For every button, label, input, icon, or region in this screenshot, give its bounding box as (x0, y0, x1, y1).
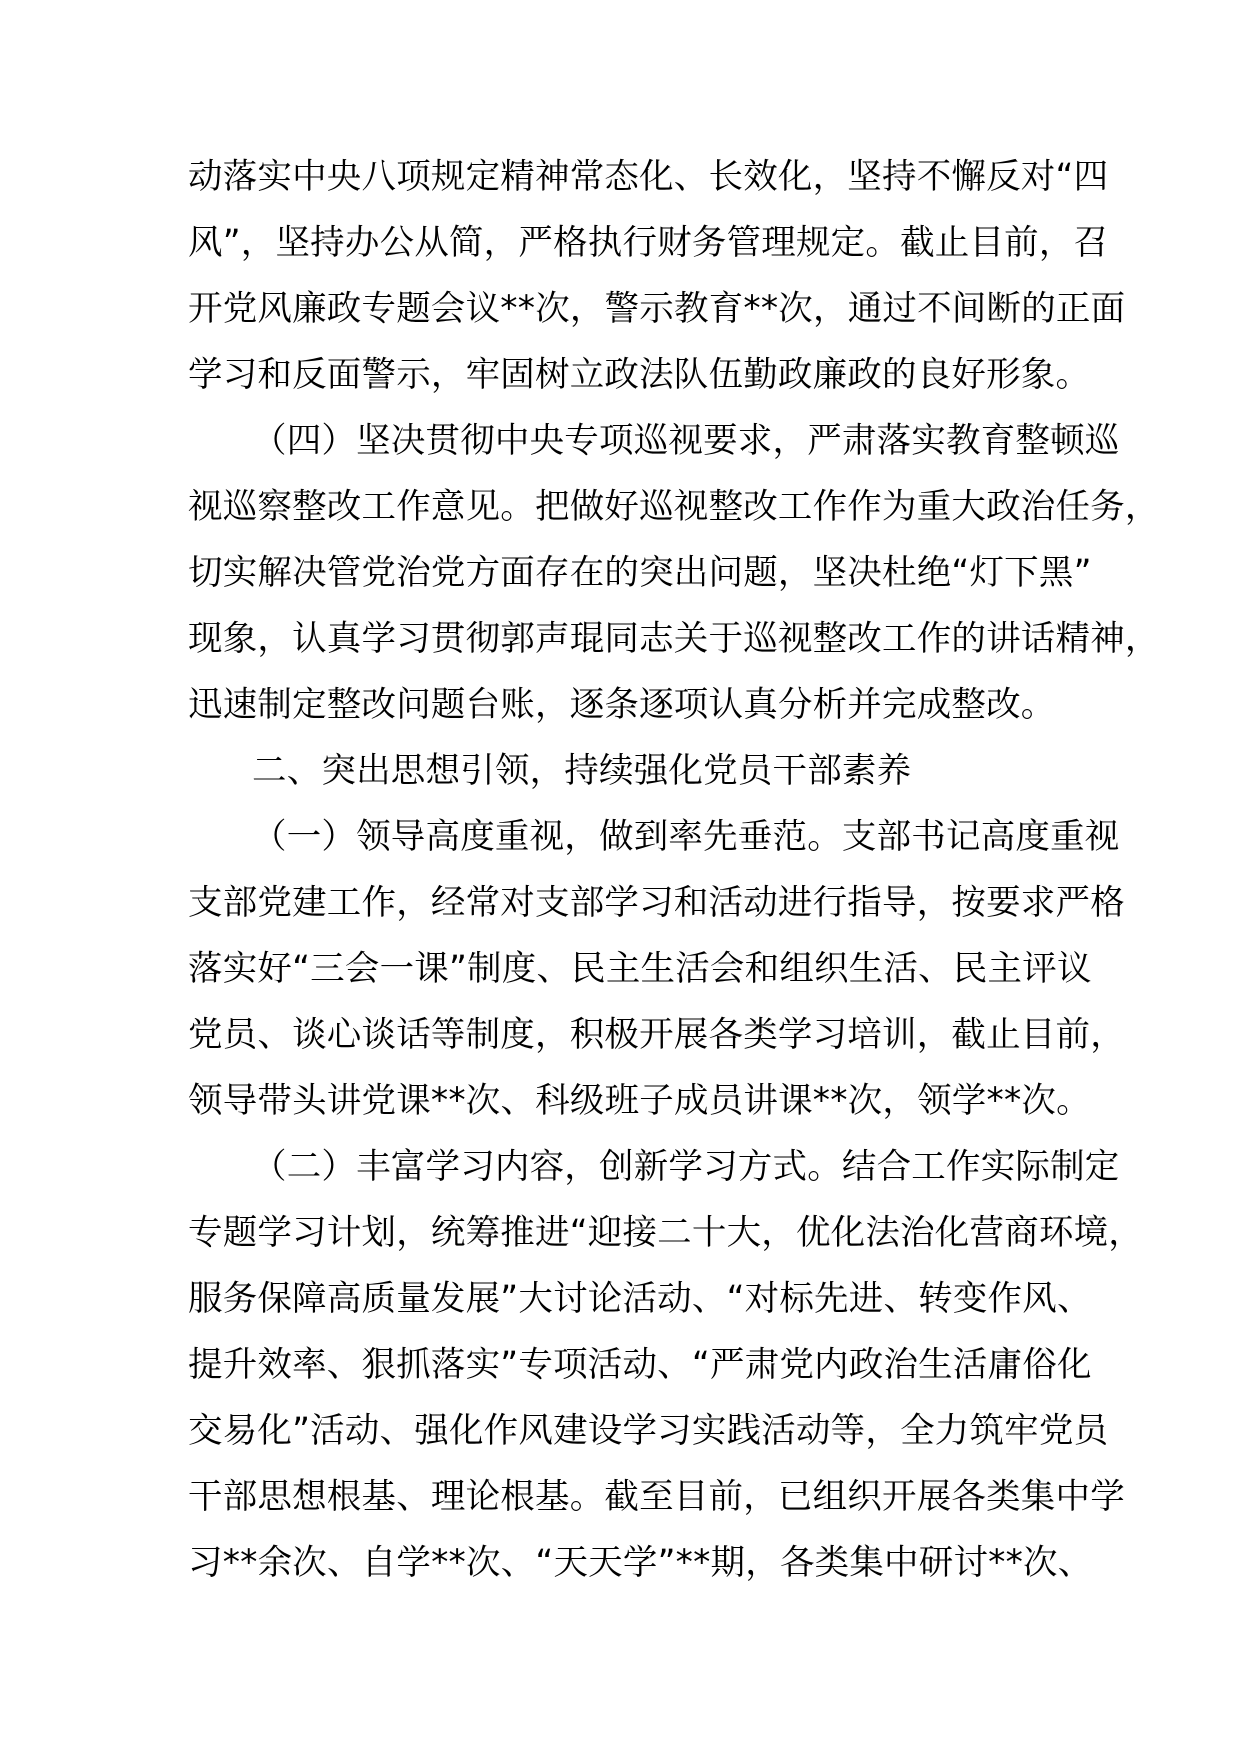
text-line: 落实好“三会一课”制度、民主生活会和组织生活、民主评议 (188, 949, 1092, 989)
section-heading: （一）领导高度重视，做到率先垂范。支部书记高度重视 (252, 817, 1120, 857)
text-line: 习**余次、自学**次、“天天学”**期，各类集中研讨**次、 (188, 1543, 1093, 1583)
text-line: 党员、谈心谈话等制度，积极开展各类学习培训，截止目前， (188, 1015, 1125, 1055)
text-line: 风”，坚持办公从简，严格执行财务管理规定。截止目前，召 (188, 223, 1109, 263)
text-line: 专题学习计划，统筹推进“迎接二十大，优化法治化营商环境， (188, 1213, 1143, 1253)
text-line: 现象，认真学习贯彻郭声琨同志关于巡视整改工作的讲话精神， (188, 619, 1160, 659)
section-heading: （二）丰富学习内容，创新学习方式。结合工作实际制定 (252, 1147, 1120, 1187)
text-line: 提升效率、狠抓落实”专项活动、“严肃党内政治生活庸俗化 (188, 1345, 1092, 1385)
text-line: 学习和反面警示，牢固树立政法队伍勤政廉政的良好形象。 (188, 355, 1091, 395)
text-line: 支部党建工作，经常对支部学习和活动进行指导，按要求严格 (188, 883, 1125, 923)
text-line: 动落实中央八项规定精神常态化、长效化，坚持不懈反对“四 (188, 157, 1109, 197)
text-line: 迅速制定整改问题台账，逐条逐项认真分析并完成整改。 (188, 685, 1056, 725)
section-heading: （四）坚决贯彻中央专项巡视要求，严肃落实教育整顿巡 (252, 421, 1120, 461)
text-line: 干部思想根基、理论根基。截至目前，已组织开展各类集中学 (188, 1477, 1125, 1517)
text-line: 领导带头讲党课**次、科级班子成员讲课**次，领学**次。 (188, 1081, 1091, 1121)
text-line: 交易化”活动、强化作风建设学习实践活动等，全力筑牢党员 (188, 1411, 1109, 1451)
text-line: 视巡察整改工作意见。把做好巡视整改工作作为重大政治任务， (188, 487, 1160, 527)
text-line: 开党风廉政专题会议**次，警示教育**次，通过不间断的正面 (188, 289, 1126, 329)
text-line: 服务保障高质量发展”大讨论活动、“对标先进、转变作风、 (188, 1279, 1092, 1319)
chapter-heading: 二、突出思想引领，持续强化党员干部素养 (252, 751, 912, 791)
text-line: 切实解决管党治党方面存在的突出问题，坚决杜绝“灯下黑” (188, 553, 1092, 593)
